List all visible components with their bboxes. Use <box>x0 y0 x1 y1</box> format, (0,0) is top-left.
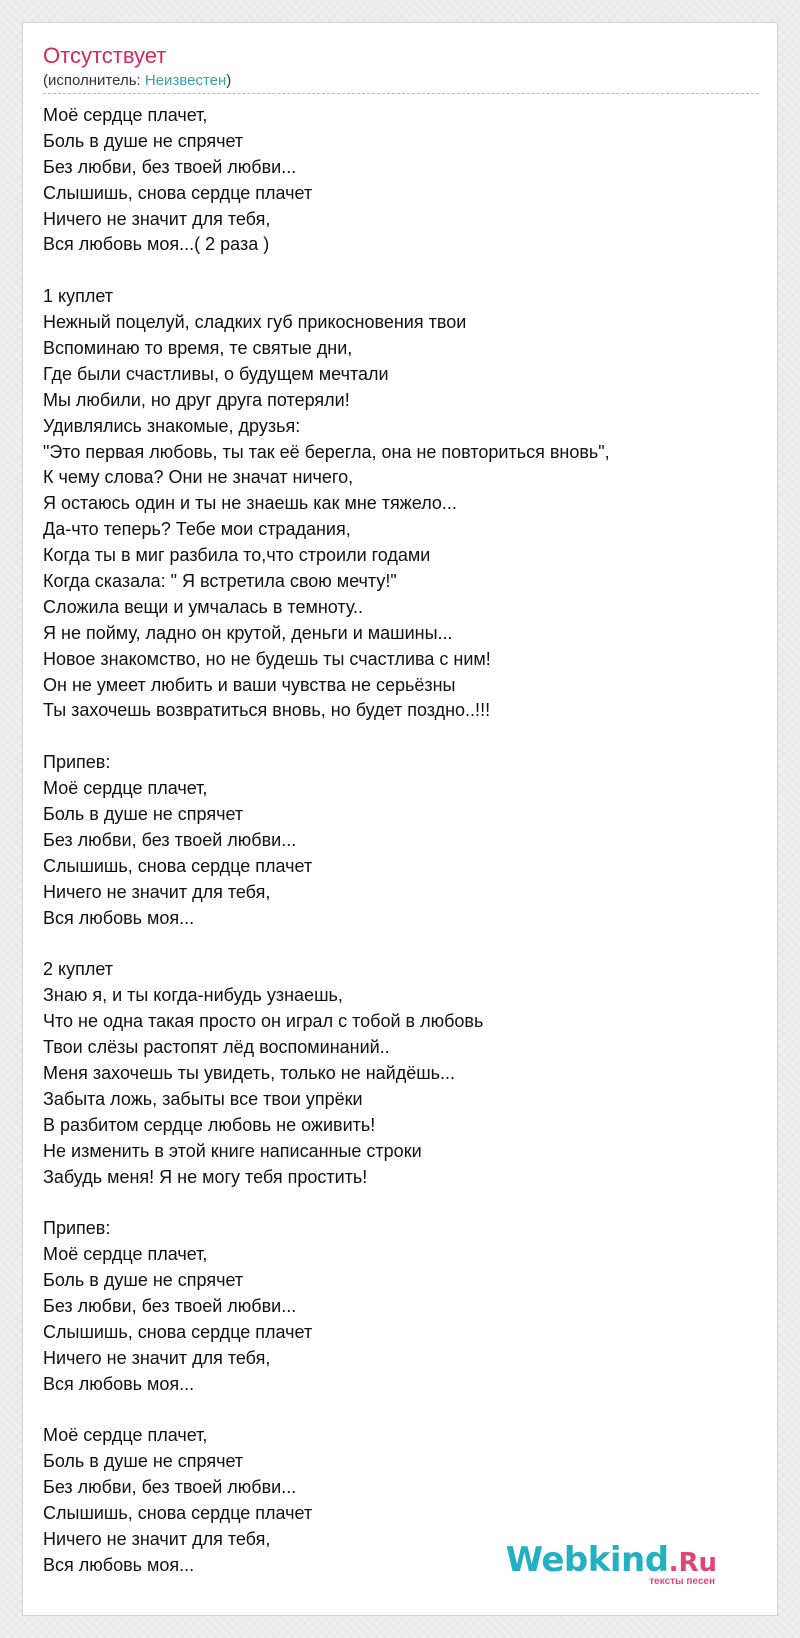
lyric-line: Когда сказала: " Я встретила свою мечту!" <box>43 571 397 592</box>
lyric-line: Боль в душе не спрячет <box>43 804 244 825</box>
logo-name: Webkind <box>505 1540 669 1580</box>
lyrics-page <box>22 22 778 1616</box>
lyric-line: К чему слова? Они не значат ничего, <box>43 467 354 488</box>
lyric-line: Без любви, без твоей любви... <box>43 156 297 177</box>
lyric-line: Слышишь, снова сердце плачет <box>43 855 313 876</box>
artist-prefix: (исполнитель: <box>43 72 145 89</box>
lyric-line: Где были счастливы, о будущем мечтали <box>43 363 389 384</box>
header-divider <box>43 93 759 94</box>
lyric-line: Припев: <box>43 1218 111 1239</box>
lyric-line: Моё сердце плачет, <box>43 105 208 125</box>
lyric-line: Вся любовь моя...( 2 раза ) <box>43 234 270 255</box>
lyric-line: Без любви, без твоей любви... <box>43 1477 297 1498</box>
lyric-line: Я не пойму, ладно он крутой, деньги и машины... <box>43 622 453 643</box>
lyric-line: Нежный поцелуй, сладких губ прикосновения твои <box>43 312 467 333</box>
lyric-line: Слышишь, снова сердце плачет <box>43 1503 313 1524</box>
lyric-line: Ты захочешь возвратиться вновь, но будет поздно..!!! <box>43 700 491 721</box>
lyric-line: Мы любили, но друг друга потеряли! <box>43 389 350 410</box>
lyric-line: Забудь меня! Я не могу тебя простить! <box>43 1166 368 1187</box>
lyric-line: Ничего не значит для тебя, <box>43 208 271 229</box>
blank-line <box>43 258 759 284</box>
blank-line <box>43 724 759 750</box>
lyric-line: Без любви, без твоей любви... <box>43 829 297 850</box>
lyric-line: Боль в душе не спрячет <box>43 130 244 151</box>
logo-tagline: тексты песен <box>649 1576 715 1587</box>
webkind-logo[interactable] <box>505 1540 717 1587</box>
blank-line <box>43 932 759 958</box>
lyric-line: Знаю я, и ты когда-нибудь узнаешь, <box>43 985 343 1006</box>
lyric-line: Сложила вещи и умчалась в темноту.. <box>43 596 364 617</box>
lyric-line: В разбитом сердце любовь не оживить! <box>43 1114 376 1135</box>
lyric-line: Новое знакомство, но не будешь ты счастлива с ним! <box>43 648 491 669</box>
lyric-line: Моё сердце плачет, <box>43 1425 208 1446</box>
song-title: Отсутствует <box>43 43 167 68</box>
lyric-line: Моё сердце плачет, <box>43 778 208 799</box>
lyric-line: Ничего не значит для тебя, <box>43 1347 271 1368</box>
lyric-line: 1 куплет <box>43 286 113 307</box>
artist-link[interactable]: Неизвестен <box>144 72 227 89</box>
lyric-line: Ничего не значит для тебя, <box>43 881 271 902</box>
lyric-line: Моё сердце плачет, <box>43 1244 208 1265</box>
lyric-line: Что не одна такая просто он играл с тобой в любовь <box>43 1011 484 1032</box>
lyrics-text <box>43 103 759 1579</box>
lyric-line: Припев: <box>43 752 111 773</box>
lyric-line: Слышишь, снова сердце плачет <box>43 182 313 203</box>
lyric-line: Он не умеет любить и ваши чувства не серьёзны <box>43 674 456 695</box>
lyric-line: Без любви, без твоей любви... <box>43 1295 297 1316</box>
artist-line <box>43 71 231 91</box>
blank-line <box>43 1190 759 1216</box>
lyric-line: 2 куплет <box>43 959 113 980</box>
artist-suffix: ) <box>226 72 232 89</box>
lyric-line: Вспоминаю то время, те святые дни, <box>43 338 353 359</box>
blank-line <box>43 1398 759 1424</box>
lyric-line: Вся любовь моя... <box>43 1373 195 1394</box>
lyric-line: Да-что теперь? Тебе мои страдания, <box>43 519 351 540</box>
lyric-line: "Это первая любовь, ты так её берегла, она не повториться вновь", <box>43 441 610 462</box>
lyric-line: Забыта ложь, забыты все твои упрёки <box>43 1088 363 1109</box>
lyric-line: Вся любовь моя... <box>43 907 195 928</box>
lyric-line: Я остаюсь один и ты не знаешь как мне тяжело... <box>43 493 457 514</box>
lyric-line: Не изменить в этой книге написанные строки <box>43 1140 422 1161</box>
lyric-line: Боль в душе не спрячет <box>43 1270 244 1291</box>
logo-tld: .Ru <box>668 1548 717 1578</box>
lyric-line: Меня захочешь ты увидеть, только не найдёшь... <box>43 1062 456 1083</box>
lyric-line: Когда ты в миг разбила то,что строили годами <box>43 545 431 566</box>
lyric-line: Боль в душе не спрячет <box>43 1451 244 1472</box>
lyric-line: Удивлялись знакомые, друзья: <box>43 415 301 436</box>
lyric-line: Слышишь, снова сердце плачет <box>43 1321 313 1342</box>
lyric-line: Ничего не значит для тебя, <box>43 1528 271 1549</box>
lyric-line: Вся любовь моя... <box>43 1554 195 1575</box>
lyric-line: Твои слёзы растопят лёд воспоминаний.. <box>43 1037 390 1058</box>
